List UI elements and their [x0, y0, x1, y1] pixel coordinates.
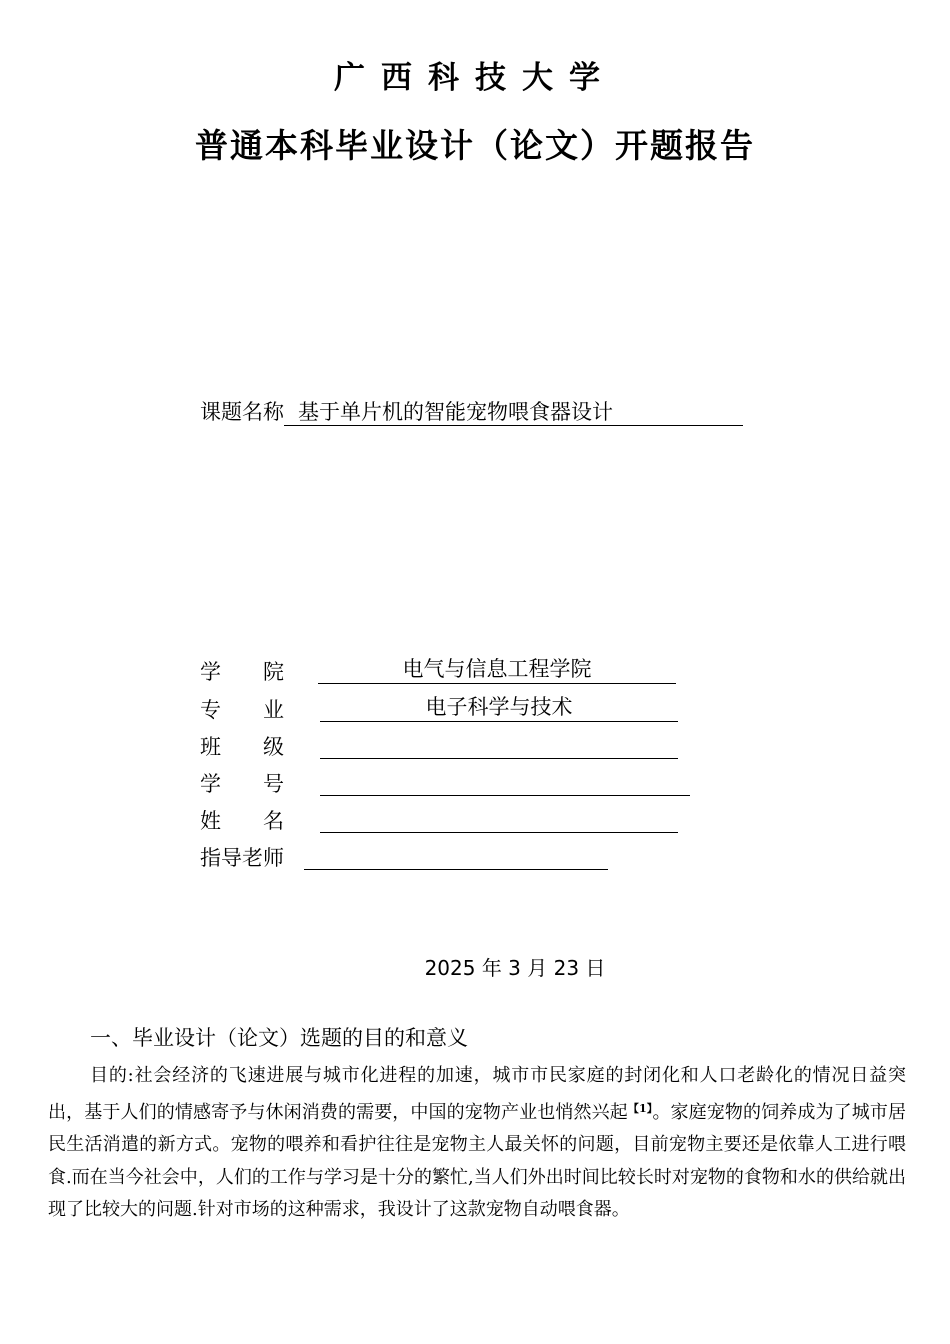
paragraph-text-part1: 目的:社会经济的飞速进展与城市化进程的加速，城市市民家庭的封闭化和人口老龄化的情况日益突出，基于人们的情感寄予与休闲消费的需要，中国的宠物产业也悄然兴起 [48, 1065, 906, 1123]
university-name: 广西科技大学 [334, 60, 616, 96]
advisor-value [304, 842, 608, 870]
section-heading: 一、毕业设计（论文）选题的目的和意义 [90, 1026, 468, 1050]
student-id-label: 学 号 [200, 772, 284, 796]
topic-row [200, 396, 743, 426]
advisor-label: 指导老师 [200, 846, 284, 870]
student-id-value [320, 768, 690, 796]
info-row-college [200, 656, 700, 686]
report-date: 2025 年 3 月 23 日 [424, 956, 606, 980]
major-label: 专 业 [200, 698, 284, 722]
info-row-name [200, 805, 700, 835]
report-title: 普通本科毕业设计（论文）开题报告 [195, 126, 755, 165]
class-label: 班 级 [200, 735, 284, 759]
info-row-student-id [200, 768, 700, 798]
major-value: 电子科学与技术 [320, 694, 678, 722]
info-row-advisor [200, 842, 700, 872]
college-value: 电气与信息工程学院 [318, 656, 676, 684]
class-value [320, 731, 678, 759]
college-label: 学 院 [200, 660, 284, 684]
name-value [320, 805, 678, 833]
info-row-class [200, 731, 700, 761]
topic-value: 基于单片机的智能宠物喂食器设计 [284, 399, 743, 426]
name-label: 姓 名 [200, 809, 284, 833]
citation-mark: 【1】 [627, 1101, 653, 1115]
topic-label: 课题名称 [200, 400, 284, 424]
info-row-major [200, 694, 700, 724]
section-paragraph [48, 1060, 906, 1227]
paragraph-text-part2: 。家庭宠物的饲养成为了城市居民生活消遣的新方式。宠物的喂养和看护往往是宠物主人最关怀的问题，目前宠物主要还是依靠人工进行喂食.而在当今社会中，人们的工作与学习是十分的繁忙,当人们外出时间比较长时对宠物的食物和水的供给就出现了比较大的问题.针对市场的这种需求，我设计了这款宠物自动喂食器。 [48, 1101, 907, 1220]
